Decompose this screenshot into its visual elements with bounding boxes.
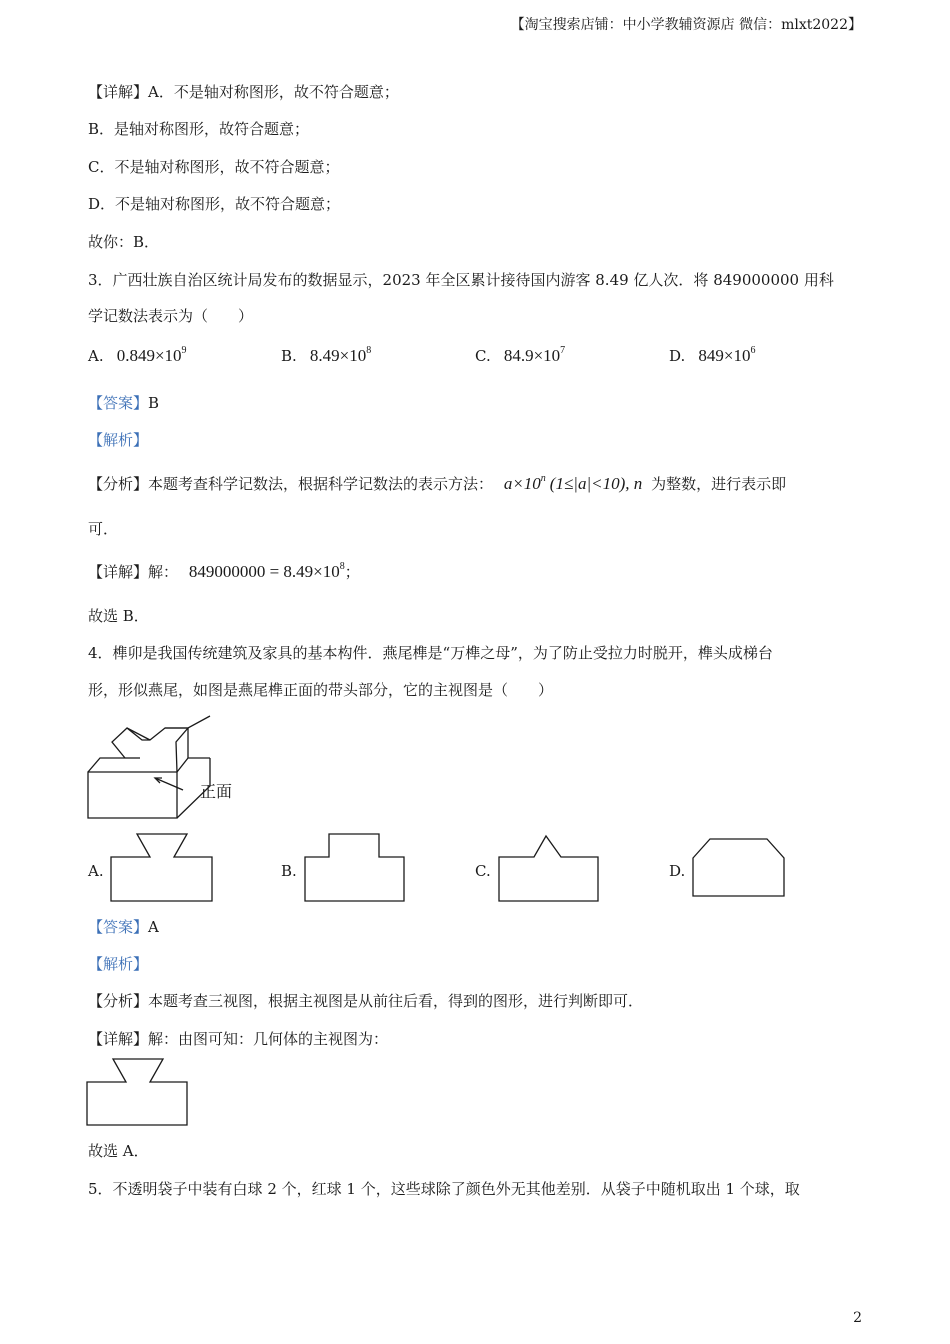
detail-tag: 【详解】 xyxy=(88,563,149,581)
fenxi-tail: 为整数，进行表示即 xyxy=(651,475,787,493)
q4-option-a-shape xyxy=(110,833,214,903)
q3-fenxi xyxy=(88,474,786,494)
option-value: $8.49\times 10^8$ xyxy=(309,345,372,365)
detail-tag: 【详解】 xyxy=(88,1030,149,1048)
q4-conclusion: 故选 A． xyxy=(88,1142,149,1160)
fenxi-text: 本题考查科学记数法，根据科学记数法的表示方法： xyxy=(148,475,494,493)
q3-option-a xyxy=(88,346,187,366)
option-value: $0.849\times 10^9$ xyxy=(116,345,187,365)
answer-tag: 【答案】 xyxy=(88,394,149,412)
q4-stem-line1: 4．榫卯是我国传统建筑及家具的基本构件．燕尾榫是“万榫之母”，为了防止受拉力时脱开，榫头成梯台 xyxy=(88,644,773,662)
answer-value: A xyxy=(148,918,159,936)
q2-detail-a-text: A．不是轴对称图形，故不符合题意； xyxy=(148,83,399,101)
lower-top-right xyxy=(177,758,210,772)
q4-option-c-label: C. xyxy=(475,862,491,880)
q2-detail-d: D．不是轴对称图形，故不符合题意； xyxy=(88,195,341,213)
q2-conclusion: 故你：B． xyxy=(88,233,160,251)
q4-option-d-label: D. xyxy=(669,862,686,880)
q5-stem-line1: 5．不透明袋子中装有白球 2 个，红球 1 个，这些球除了颜色外无其他差别．从袋子中随机取出 1 个球，取 xyxy=(88,1180,800,1198)
option-value: $84.9\times 10^7$ xyxy=(503,345,566,365)
option-value: $849\times 10^6$ xyxy=(698,345,756,365)
q4-fenxi xyxy=(88,991,643,1011)
fenxi-text: 本题考查三视图，根据主视图是从前往后看，得到的图形，进行判断即可． xyxy=(148,992,644,1010)
page-header: 【淘宝搜索店铺：中小学教辅资源店 微信：mlxt2022】 xyxy=(510,17,862,33)
detail-formula: $849000000 = 8.49\times 10^8$ xyxy=(188,561,345,581)
q2-detail-c: C．不是轴对称图形，故不符合题意； xyxy=(88,158,340,176)
q3-option-c xyxy=(475,346,565,366)
q4-analysis-tag: 【解析】 xyxy=(88,955,149,973)
q4-answer-front-view xyxy=(86,1058,190,1128)
dovetail-top-left xyxy=(127,728,150,740)
lower-top-left xyxy=(88,758,125,772)
dovetail-3d-figure xyxy=(80,720,260,825)
arrow-shaft xyxy=(155,778,183,790)
q3-analysis-tag: 【解析】 xyxy=(88,431,149,449)
fenxi-tag: 【分析】 xyxy=(88,475,149,493)
q4-option-d-shape xyxy=(692,838,786,900)
q3-stem-line1: 3．广西壮族自治区统计局发布的数据显示，2023 年全区累计接待国内游客 8.49 亿人次．将 849000000 用科 xyxy=(88,271,834,289)
answer-tag: 【答案】 xyxy=(88,918,149,936)
detail-text: 解： xyxy=(148,563,179,581)
dovetail-top-back xyxy=(165,716,210,728)
option-label: A. xyxy=(88,347,104,365)
q4-detail xyxy=(88,1029,388,1049)
q3-option-d xyxy=(669,346,755,366)
q4-option-b-shape xyxy=(304,833,406,903)
q4-answer xyxy=(88,917,159,937)
front-face-label: 正面 xyxy=(200,782,233,801)
q2-detail-a xyxy=(88,82,399,102)
q2-detail-b: B．是轴对称图形，故符合题意； xyxy=(88,120,310,138)
q3-answer xyxy=(88,393,159,413)
fenxi-formula: $a\times 10^n$ xyxy=(503,473,546,493)
q3-option-b xyxy=(281,346,371,366)
option-label: C. xyxy=(475,347,491,365)
q3-fenxi-line2: 可． xyxy=(88,520,119,538)
q3-detail xyxy=(88,562,360,582)
detail-text: 解：由图可知：几何体的主视图为： xyxy=(148,1030,389,1048)
front-face-lower xyxy=(88,772,177,818)
q4-option-a-label: A. xyxy=(88,862,104,880)
q4-option-b-label: B. xyxy=(281,862,297,880)
detail-end: ； xyxy=(344,563,360,581)
fenxi-tag: 【分析】 xyxy=(88,992,149,1010)
detail-tag: 【详解】 xyxy=(88,83,149,101)
q4-stem-line2: 形，形似燕尾，如图是燕尾榫正面的带头部分，它的主视图是（ ） xyxy=(88,681,554,699)
dovetail-head xyxy=(112,728,188,772)
option-label: B. xyxy=(281,347,297,365)
page-number: 2 xyxy=(853,1310,862,1326)
q3-stem-line2: 学记数法表示为（ ） xyxy=(88,307,254,325)
answer-value: B xyxy=(148,394,160,412)
option-label: D. xyxy=(669,347,686,365)
q3-conclusion: 故选 B． xyxy=(88,607,149,625)
fenxi-condition: (1≤|a|<10), n xyxy=(549,474,643,493)
q4-option-c-shape xyxy=(498,833,600,903)
